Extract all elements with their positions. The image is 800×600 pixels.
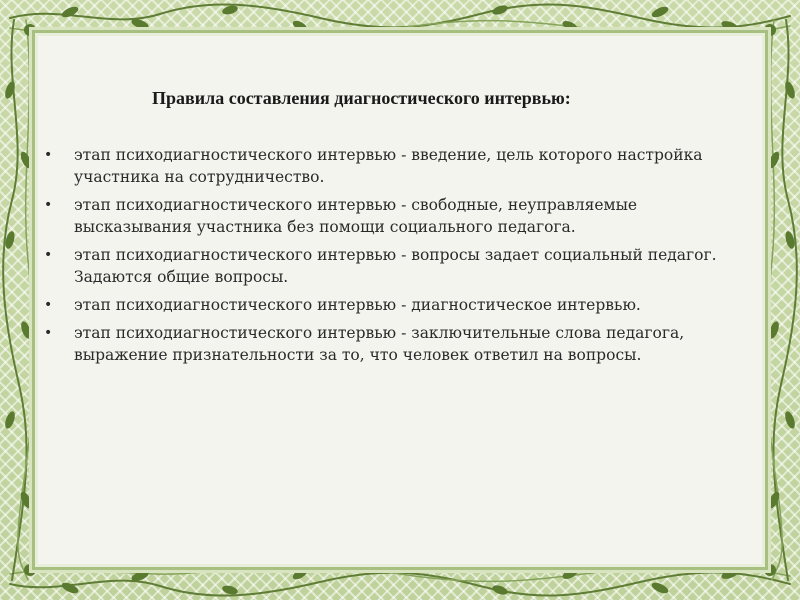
slide-title: Правила составления диагностического интервью:	[152, 88, 571, 108]
bullet-icon: •	[44, 297, 53, 313]
bullet-icon: •	[44, 247, 53, 263]
bullet-icon: •	[44, 197, 53, 213]
list-item	[40, 144, 740, 188]
list-item-text: этап психодиагностического интервью - заключительные слова педагога, выражение признательности за то, что человек ответил на вопросы.	[74, 324, 685, 364]
list-item-text: этап психодиагностического интервью - введение, цель которого настройка участника на сотрудничество.	[74, 146, 703, 186]
bullet-icon: •	[44, 147, 53, 163]
bullet-icon: •	[44, 325, 53, 341]
list-item-text: этап психодиагностического интервью - вопросы задает социальный педагог. Задаются общие вопросы.	[74, 246, 717, 286]
list-item-text: этап психодиагностического интервью - диагностическое интервью.	[74, 296, 641, 314]
list-item	[40, 194, 740, 238]
list-item	[40, 244, 740, 288]
list-item	[40, 322, 740, 366]
list-item	[40, 294, 740, 316]
bullet-list	[40, 144, 740, 372]
list-item-text: этап психодиагностического интервью - свободные, неуправляемые высказывания участника без помощи социального педагога.	[74, 196, 638, 236]
